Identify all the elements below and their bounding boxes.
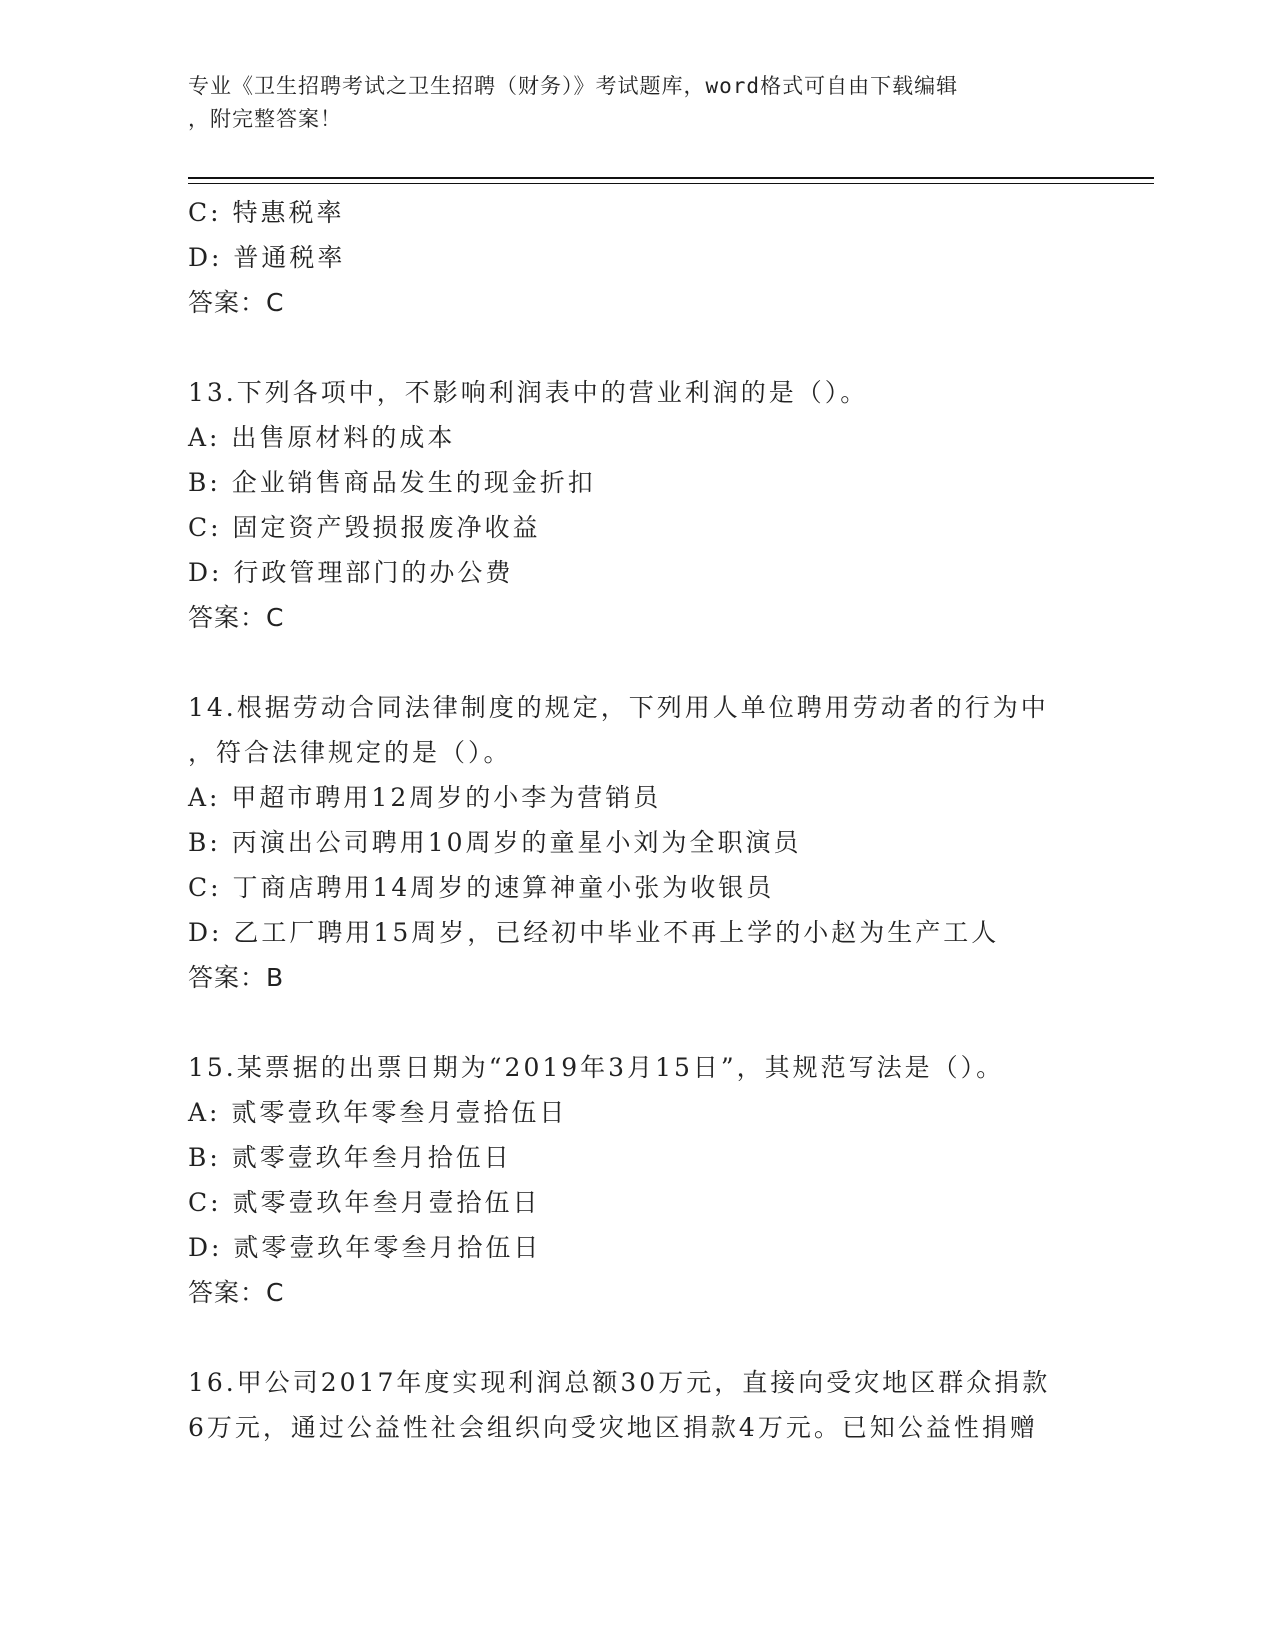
- option-b: B: 企业销售商品发生的现金折扣: [188, 468, 596, 497]
- header-line-1: 专业《卫生招聘考试之卫生招聘（财务）》考试题库，word格式可自由下载编辑: [188, 74, 959, 98]
- question-stem: 13.下列各项中，不影响利润表中的营业利润的是（）。: [188, 378, 869, 407]
- question-stem: 15.某票据的出票日期为“2019年3月15日”，其规范写法是（）。: [188, 1053, 1005, 1082]
- header-rule-thick: [188, 177, 1154, 179]
- question-stem-line-2: 6万元，通过公益性社会组织向受灾地区捐款4万元。已知公益性捐赠: [188, 1413, 1038, 1442]
- option-c: C: 丁商店聘用14周岁的速算神童小张为收银员: [188, 873, 775, 902]
- option-c: C: 贰零壹玖年叁月壹拾伍日: [188, 1188, 541, 1217]
- option-d: D: 乙工厂聘用15周岁，已经初中毕业不再上学的小赵为生产工人: [188, 918, 1000, 947]
- question-12-tail: [188, 190, 1088, 325]
- question-13: [188, 370, 1088, 640]
- option-d: D: 普通税率: [188, 243, 346, 272]
- question-stem-line-2: ，符合法律规定的是（）。: [188, 738, 512, 767]
- question-16: [188, 1360, 1088, 1450]
- option-a: A: 贰零壹玖年零叁月壹拾伍日: [188, 1098, 568, 1127]
- question-14: [188, 685, 1088, 1000]
- answer: 答案：C: [188, 603, 285, 632]
- header-line-2: ，附完整答案！: [188, 107, 342, 131]
- option-b: B: 贰零壹玖年叁月拾伍日: [188, 1143, 512, 1172]
- question-15: [188, 1045, 1088, 1315]
- spacer: [188, 1315, 1088, 1360]
- header-rule-thin: [188, 183, 1154, 184]
- option-a: A: 甲超市聘用12周岁的小李为营销员: [188, 783, 662, 812]
- option-a: A: 出售原材料的成本: [188, 423, 456, 452]
- document-body: [188, 190, 1088, 1450]
- option-d: D: 贰零壹玖年零叁月拾伍日: [188, 1233, 542, 1262]
- answer: 答案：B: [188, 963, 285, 992]
- option-c: C: 特惠税率: [188, 198, 345, 227]
- spacer: [188, 325, 1088, 370]
- spacer: [188, 1000, 1088, 1045]
- option-d: D: 行政管理部门的办公费: [188, 558, 514, 587]
- question-stem-line-1: 16.甲公司2017年度实现利润总额30万元，直接向受灾地区群众捐款: [188, 1368, 1051, 1397]
- spacer: [188, 640, 1088, 685]
- document-header: [188, 70, 1088, 136]
- question-stem-line-1: 14.根据劳动合同法律制度的规定，下列用人单位聘用劳动者的行为中: [188, 693, 1049, 722]
- answer: 答案：C: [188, 288, 285, 317]
- option-c: C: 固定资产毁损报废净收益: [188, 513, 541, 542]
- answer: 答案：C: [188, 1278, 285, 1307]
- option-b: B: 丙演出公司聘用10周岁的童星小刘为全职演员: [188, 828, 802, 857]
